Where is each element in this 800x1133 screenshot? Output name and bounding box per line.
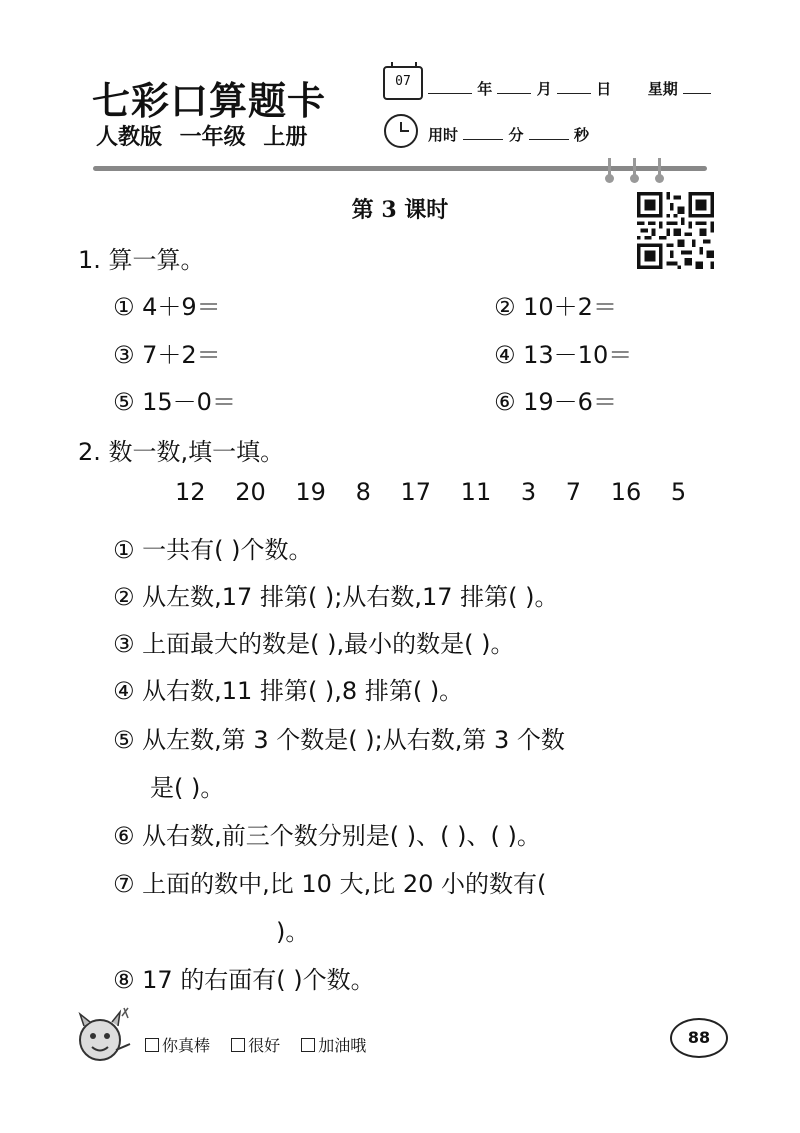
self-evaluation — [145, 1033, 382, 1056]
checkbox[interactable] — [301, 1038, 315, 1052]
divider-ornament — [658, 158, 661, 180]
minutes-label: 分 — [508, 126, 524, 144]
praise-option[interactable]: 很好 — [231, 1036, 280, 1055]
divider-ornament — [608, 158, 611, 180]
month-label: 月 — [536, 80, 552, 98]
year-label: 年 — [477, 80, 493, 98]
q2-item: ⑧ 17 的右面有( )个数。 — [113, 966, 375, 994]
day-label: 日 — [596, 80, 612, 98]
q2-item-continuation: 是( )。 — [150, 774, 225, 802]
sequence-number: 11 — [460, 478, 492, 506]
q1-heading: 1. 算一算。 — [78, 246, 205, 274]
q2-item: ⑤ 从左数,第 3 个数是( );从右数,第 3 个数 — [113, 726, 565, 754]
calendar-number: 07 — [395, 74, 411, 89]
praise-option[interactable]: 加油哦 — [301, 1036, 366, 1055]
q2-heading: 2. 数一数,填一填。 — [78, 438, 285, 466]
number-sequence — [175, 478, 708, 506]
praise-option[interactable]: 你真棒 — [145, 1036, 210, 1055]
calendar-icon — [383, 66, 423, 100]
q1-item: ⑤ 15－0＝ — [113, 388, 236, 416]
sequence-number: 20 — [235, 478, 266, 506]
qr-code-icon — [637, 192, 714, 269]
q2-item: ② 从左数,17 排第( );从右数,17 排第( )。 — [113, 583, 559, 611]
q2-item: ⑦ 上面的数中,比 10 大,比 20 小的数有( — [113, 870, 547, 898]
sequence-number: 8 — [355, 478, 371, 506]
q1-item: ① 4＋9＝ — [113, 293, 221, 321]
sequence-number: 17 — [400, 478, 432, 506]
date-fill-line — [428, 78, 711, 99]
q1-item: ② 10＋2＝ — [494, 293, 617, 321]
lesson-title: 第 3 课时 — [351, 197, 449, 223]
q2-item: ④ 从右数,11 排第( ),8 排第( )。 — [113, 677, 464, 705]
edition-label: 人教版 一年级 上册 — [96, 124, 308, 150]
sequence-number: 12 — [175, 478, 206, 506]
sequence-number: 5 — [670, 478, 687, 506]
divider-ornament — [633, 158, 636, 180]
q1-item: ③ 7＋2＝ — [113, 341, 221, 369]
sequence-number: 7 — [565, 478, 582, 506]
q2-item: ① 一共有( )个数。 — [113, 536, 313, 564]
brand-title: 七彩口算题卡 — [92, 78, 327, 123]
time-fill-line — [428, 124, 589, 145]
q1-item: ⑥ 19－6＝ — [494, 388, 617, 416]
sequence-number: 3 — [520, 478, 537, 506]
checkbox[interactable] — [145, 1038, 159, 1052]
clock-icon — [384, 114, 418, 148]
q2-item: ⑥ 从右数,前三个数分别是( )、( )、( )。 — [113, 822, 541, 850]
mascot-illustration-icon — [72, 1004, 134, 1070]
sequence-number: 19 — [295, 478, 326, 506]
q2-item: ③ 上面最大的数是( ),最小的数是( )。 — [113, 630, 515, 658]
weekday-label: 星期 — [647, 80, 678, 98]
q2-item-continuation: )。 — [276, 918, 310, 946]
checkbox[interactable] — [231, 1038, 245, 1052]
page-number: 88 — [670, 1018, 728, 1058]
seconds-label: 秒 — [573, 126, 589, 144]
sequence-number: 16 — [610, 478, 642, 506]
q1-item: ④ 13－10＝ — [494, 341, 633, 369]
header-divider — [93, 166, 707, 171]
time-prefix-label: 用时 — [428, 126, 459, 144]
